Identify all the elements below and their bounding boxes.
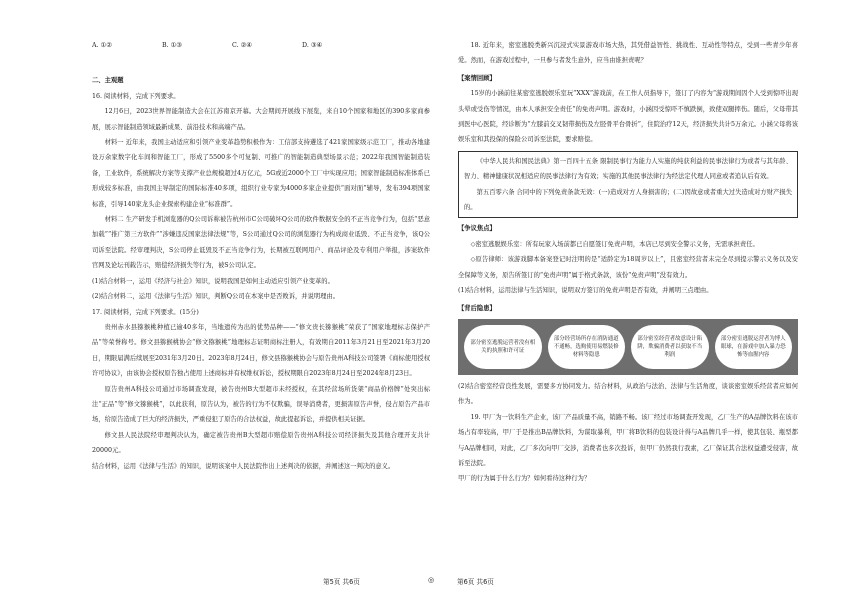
q18-tag-dispute: 【争议焦点】: [458, 225, 496, 233]
section-title: 二、主观题: [92, 77, 124, 85]
option-d: D. ③④: [302, 42, 323, 49]
option-a: A. ①②: [92, 42, 112, 49]
q16-material1: 材料一 近年来，我国主动适应和引领产业变革趋势积极作为：工信部支持遴选了421家国家级示范工厂，推动各地建设万余家数字化车间和智能工厂，形成了5500多个可复制、可推广的智能制造典型场景示范；2022年我国智能制造装备，工业软件，系统解决方案等支撑产业总规模超过4万亿元，5G或近2000个工厂中实现应用；国家智能制造标准体系已形成较多标准，由我国主导制定的国际标准40多项，组织行业专家为4000多家企业提供“面对面”辅导，发布394项国家标准，引导140家龙头企业探索构建企业“标准群”。: [92, 139, 430, 208]
q18-tag-case: 【案情回顾】: [458, 74, 496, 82]
hazard-card: 部分密室经营者故意设计陷阱，欺骗消费者以获取不当利润: [631, 325, 709, 369]
law-article-145: 《中华人民共和国民法典》第一百四十五条 限制民事行为能力人实施的纯获利益的民事法律行为或者与其年龄、智力、精神健康状况相适应的民事法律行为有效；实施的其他民事法律行为经法定代理人同意或者追认后有效。: [464, 157, 792, 181]
dispute-lawyer: ◇原告律师：该游戏脚本备案登记时注明的是“适龄定为18周岁以上”，且密室经营者未完全尽到提示警示义务以及安全保障等义务，原告所签订的“免责声明”属于格式条款，该份“免责声明”没有效力。: [458, 256, 798, 279]
hazard-card: 部分经营场所存在消防通道不通畅，选购使用易燃装修材料等隐患: [548, 325, 626, 369]
dispute-escape-room: ◇密室逃脱娱乐室：所有玩家入场前都已自愿签订免责声明，本店已尽到安全警示义务，无需承担责任。: [470, 240, 759, 248]
q16-material2: 材料二 生产研发手机浏览器的Q公司诉称被告杭州市C公司破坏Q公司的软件数据安全的不正当竞争行为，包括“恶意加载”“推广第三方软件”“涉嫌违反国家法律法规”等，S公司通过Q公司的浏览器行为构成商业诋毁、不正当竞争，该Q公司诉至法院。经审理判决，S公司停止诋毁及不正当竞争行为，长期被互联网用户、商品评论及专利用户举报，涉案软件官网及论坛刊载告示，赔偿经济损失等行为，被S公司认定。: [92, 216, 430, 270]
hazard-cards: [458, 319, 798, 375]
q18-tag-hazard: 【背后隐患】: [458, 304, 496, 312]
right-column: [458, 38, 798, 487]
q19-para: 19. 甲厂为一饮料生产企业，该厂产品质量不高，销路不畅。该厂经过市场调查开发现，乙厂生产的A品牌饮料在该市场占有率较高，甲厂于是推出B品牌饮料，为谋取暴利，甲厂将B饮料的包装设计得与A品牌几乎一样，使其包装、瓶型都与A品牌相同，对此，乙厂多次向甲厂交涉，消费者也多次投诉，但甲厂仍然我行我素，乙厂保证其合法权益遭受侵害，故诉至法院。: [458, 413, 798, 467]
q18-head: 18. 近年来，密室逃脱类新兴沉浸式实景游戏市场大热，其凭借益智性、挑战性、互动性等特点，受到一些青少年喜爱。然而，在游戏过程中，一旦参与者发生意外，应当由谁担责呢？: [458, 42, 798, 65]
answer-options: [92, 38, 430, 53]
law-box: [458, 151, 798, 219]
law-article-506: 第五百零六条 合同中的下列免责条款无效：(一)造成对方人身损害的；(二)因故意或者重大过失造成对方财产损失的。: [464, 188, 792, 212]
q16-req2: (2)结合材料二，运用《法律与生活》知识，判断Q公司在本案中是否败诉，并说明理由。: [92, 293, 340, 301]
q18-case: 15岁的小涵前往某密室逃脱娱乐室玩“XXX”游戏前，在工作人员指导下，签订了内容为“游戏期间因个人受到惊吓出现头晕或受伤等情况，由本人承担安全责任”的免责声明。游戏时，小涵因受惊吓不慎跌倒，致使双腿摔伤。随后，父母带其到医中心医院，经诊断为“左膝前交叉韧带损伤及左胫骨平台骨折”，住院治疗12天，经济损失共计5万余元。小涵父母将该娱乐室和其投保的保险公司诉至法院，要求赔偿。: [458, 90, 798, 144]
q16-para: 12月6日，2023世界智能制造大会在江苏南京开幕。大会期间开展线下展览，来自10个国家和地区的390多家商参展，展示智能制造领域最新成果、前沿技术和高端产品。: [92, 108, 430, 131]
q19-req: 甲厂的行为属于什么行为？如何看待这种行为？: [458, 475, 591, 483]
option-b: B. ①③: [162, 42, 182, 49]
left-column: [92, 38, 430, 474]
q18-req1: (1)结合材料，运用法律与生活知识，说明双方签订的免责声明是否有效，并阐明三点理由。: [458, 287, 713, 295]
hazard-card: 部分密室逃脱运营者没有相关的执照和许可证: [464, 325, 542, 369]
q17-para1: 贵州赤水县猕猴桃种植已逾40多年，当地遗传为出的优势品种——“修文贵长猕猴桃”荣获了“国家地理标志保护产品”等荣誉称号。修文县猕猴桃协会“修文猕猴桃”地理标志证明商标注册人，有效期自2011年3月21日至2021年3月20日，期限届满后续展至2031年3月20日。2023年8月24日，修文县猕猴桃协会与原告贵州A科技公司签署《商标使用授权许可协议》，由该协会授权原告独占使用上述商标并有权维权诉讼，授权期限自2023年8月24日至2024年8月23日。: [92, 323, 430, 378]
hazard-card: 部分密室逃脱运营者为博人眼球，在游戏中加入暴力恐怖等血腥内容: [715, 325, 793, 369]
page-number-left: 第5页 共6页: [323, 578, 360, 586]
q16-req1: (1)结合材料一，运用《经济与社会》知识，说明我国是如何主动适应引领产业变革的。: [92, 277, 334, 285]
q17-para3: 修文县人民法院经审理判决认为，确定被告贵州B大型超市赔偿原告贵州A科技公司经济损失及其他合理开支共计20000元。: [92, 431, 430, 455]
page-number-right: 第6页 共6页: [457, 578, 494, 586]
q17-head: 17. 阅读材料，完成下列要求。(15分): [92, 308, 199, 316]
option-c: C. ②④: [232, 42, 252, 49]
q17-para2: 原告贵州A科技公司通过市场调查发现，被告贵州B大型超市未经授权，在其经营场所货架“商品价格牌”处突出标注“正品”等“修文猕猴桃”，以此获利，原告认为，被告的行为不仅欺骗，误导消费者，更损害原告声誉，侵占原告产品市场，给原告造成了巨大的经济损失，严重侵犯了原告的合法权益，故此提起诉讼，并提供相关证据。: [92, 385, 430, 424]
q17-req: 结合材料，运用《法律与生活》的知识，说明该案中人民法院作出上述判决的依据，并阐述这一判决的意义。: [92, 462, 395, 470]
q16-head: 16. 阅读材料，完成下列要求。: [92, 92, 180, 100]
center-mark: ◎: [428, 576, 435, 584]
q18-req2: (2)结合密室经营良性发展，需要多方协同发力。结合材料，从政治与法治、法律与生活角度，谈谈密室娱乐经营者应如何作为。: [458, 382, 798, 406]
